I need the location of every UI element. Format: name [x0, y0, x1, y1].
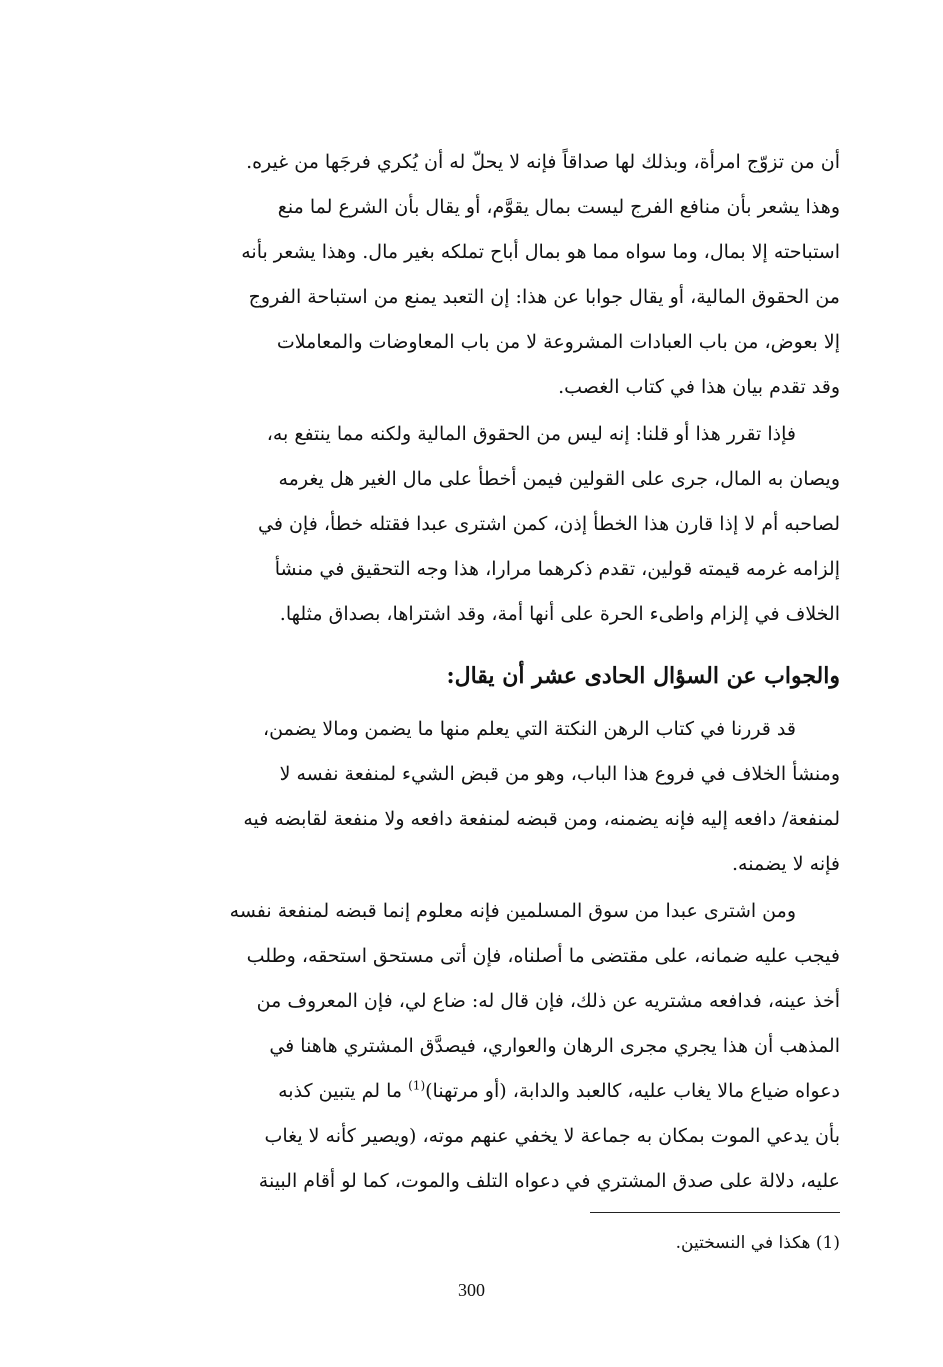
- footnote-reference: (1): [408, 1078, 426, 1093]
- footnote: [676, 1228, 840, 1258]
- text-line: [100, 1069, 840, 1114]
- text-line: بأن يدعي الموت بمكان به جماعة لا يخفي عنهم موته، (ويصير كأنه لا يغاب: [264, 1125, 840, 1147]
- text-line: الخلاف في إلزام واطىء الحرة على أنها أمة، وقد اشتراها، بصداق مثلها.: [279, 603, 840, 625]
- text-line: وقد تقدم بيان هذا في كتاب الغصب.: [558, 376, 840, 398]
- text-line: وهذا يشعر بأن منافع الفرج ليست بمال يقوَّم، أو يقال بأن الشرع لما منع: [277, 196, 840, 218]
- section-heading: والجواب عن السؤال الحادى عشر أن يقال:: [446, 663, 840, 689]
- page-body: [100, 140, 840, 1204]
- paragraph-2: [100, 412, 840, 637]
- text-line: لصاحبه أم لا إذا قارن هذا الخطأ إذن، كمن اشترى عبدا فقتله خطأ، فإن في: [258, 513, 840, 535]
- text-line: فيجب عليه ضمانه، على مقتضى ما أصلناه، فإن أتى مستحق استحقه، وطلب: [246, 945, 840, 967]
- text-segment: ما لم يتبين كذبه: [278, 1080, 409, 1102]
- text-line: فإنه لا يضمنه.: [732, 853, 840, 875]
- text-line: أخذ عينه، فدافعه مشتريه عن ذلك، فإن قال له: ضاع لي، فإن المعروف من: [256, 990, 840, 1012]
- text-line: فإذا تقرر هذا أو قلنا: إنه ليس من الحقوق المالية ولكنه مما ينتفع به،: [266, 423, 796, 445]
- text-line: ومن اشترى عبدا من سوق المسلمين فإنه معلوم إنما قبضه لمنفعة نفسه: [229, 900, 796, 922]
- page-number: 300: [458, 1280, 485, 1300]
- footnote-divider: [590, 1212, 840, 1213]
- text-line: استباحته إلا بمال، وما سواه مما هو بمال أباح تملكه بغير مال. وهذا يشعر بأنه: [241, 241, 840, 263]
- footnote-text: هكذا في النسختين.: [675, 1233, 811, 1253]
- paragraph-3: [100, 707, 840, 887]
- text-line: ويصان به المال، جرى على القولين فيمن أخطأ على مال الغير هل يغرمه: [278, 468, 840, 490]
- text-line: ومنشأ الخلاف في فروع هذا الباب، وهو من قبض الشيء لمنفعة نفسه لا: [279, 763, 840, 785]
- paragraph-1: [100, 140, 840, 410]
- text-line: عليه، دلالة على صدق المشتري في دعواه التلف والموت، كما لو أقام البينة: [258, 1170, 840, 1192]
- text-line: من الحقوق المالية، أو يقال جوابا عن هذا: إن التعبد يمنع من استباحة الفروج: [248, 286, 840, 308]
- paragraph-4: [100, 889, 840, 1204]
- text-line: المذهب أن هذا يجري مجرى الرهان والعواري، فيصدَّق المشتري هاهنا في: [269, 1035, 840, 1057]
- text-line: قد قررنا في كتاب الرهن النكتة التي يعلم منها ما يضمن ومالا يضمن،: [263, 718, 796, 740]
- text-line: إلا بعوض، من باب العبادات المشروعة لا من باب المعاوضات والمعاملات: [276, 331, 840, 353]
- footnote-marker: (1): [815, 1233, 840, 1253]
- text-segment: دعواه ضياع مالا يغاب عليه، كالعبد والدابة، (أو مرتهنا): [425, 1080, 840, 1102]
- text-line: أن من تزوّج امرأة، وبذلك لها صداقاً فإنه لا يحلّ له أن يُكري فرجَها من غيره.: [246, 151, 840, 173]
- text-line: لمنفعة/ دافعه إليه فإنه يضمنه، ومن قبضه لمنفعة دافعه ولا منفعة لقابضه فيه: [243, 808, 840, 830]
- text-line: إلزامه غرمه قيمته قولين، تقدم ذكرهما مرارا، هذا وجه التحقيق في منشأ: [274, 558, 840, 580]
